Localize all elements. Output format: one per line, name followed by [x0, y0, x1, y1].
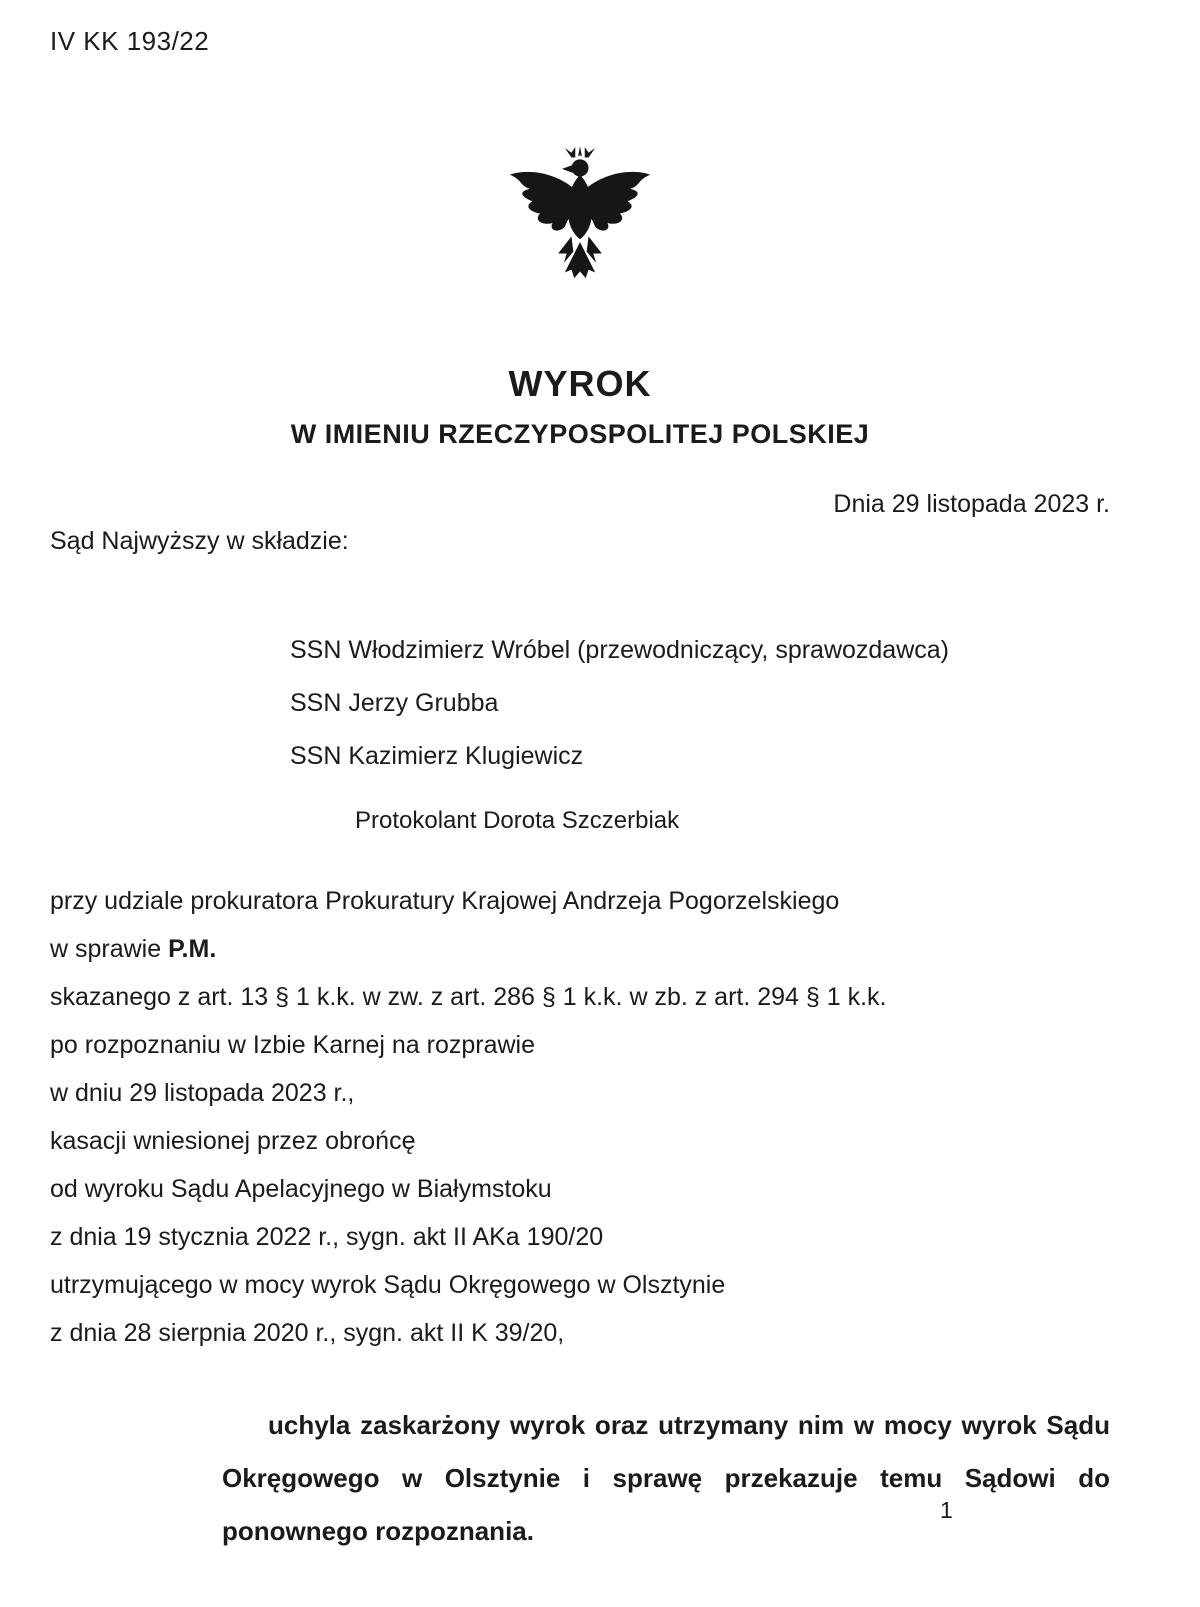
- judgment-date: Dnia 29 listopada 2023 r.: [833, 490, 1110, 518]
- appellate-judgment-ref-line: z dnia 19 stycznia 2022 r., sygn. akt II AKa 190/20: [50, 1223, 604, 1251]
- document-subtitle: W IMIENIU RZECZYPOSPOLITEJ POLSKIEJ: [290, 419, 870, 449]
- judge-line-presiding: SSN Włodzimierz Wróbel (przewodniczący, sprawozdawca): [290, 636, 949, 664]
- polish-eagle-icon: [504, 143, 656, 305]
- document-title: WYROK: [508, 363, 652, 404]
- clerk-line: Protokolant Dorota Szczerbiak: [355, 807, 680, 834]
- case-description: [50, 877, 1110, 1357]
- appellate-court-line: od wyroku Sądu Apelacyjnego w Białymstoku: [50, 1175, 552, 1203]
- regional-court-line: utrzymującego w mocy wyrok Sądu Okręgowego w Olsztynie: [50, 1271, 726, 1299]
- judge-line: SSN Jerzy Grubba: [290, 689, 499, 717]
- judges-list: [290, 624, 1110, 783]
- judge-line: SSN Kazimierz Klugiewicz: [290, 742, 584, 770]
- hearing-date-line: w dniu 29 listopada 2023 r.,: [50, 1079, 355, 1107]
- regional-judgment-ref-line: z dnia 28 sierpnia 2020 r., sygn. akt II K 39/20,: [50, 1319, 565, 1347]
- party-name: P.M.: [168, 935, 217, 963]
- cassation-line: kasacji wniesionej przez obrońcę: [50, 1127, 416, 1155]
- hearing-chamber-line: po rozpoznaniu w Izbie Karnej na rozprawie: [50, 1031, 535, 1059]
- page-number: 1: [940, 1497, 953, 1523]
- party-line: [50, 925, 1110, 973]
- ruling-paragraph: uchyla zaskarżony wyrok oraz utrzymany nim w mocy wyrok Sądu Okręgowego w Olsztynie i sprawę przekazuje temu Sądowi do ponownego rozpoznania.: [222, 1410, 1110, 1546]
- party-line-prefix: w sprawie: [50, 935, 162, 963]
- case-number: IV KK 193/22: [50, 26, 210, 56]
- coat-of-arms: [50, 143, 1110, 305]
- charges-line: skazanego z art. 13 § 1 k.k. w zw. z art. 286 § 1 k.k. w zb. z art. 294 § 1 k.k.: [50, 983, 887, 1011]
- prosecutor-line: przy udziale prokuratora Prokuratury Krajowej Andrzeja Pogorzelskiego: [50, 887, 840, 915]
- court-composition-intro: Sąd Najwyższy w składzie:: [50, 527, 349, 555]
